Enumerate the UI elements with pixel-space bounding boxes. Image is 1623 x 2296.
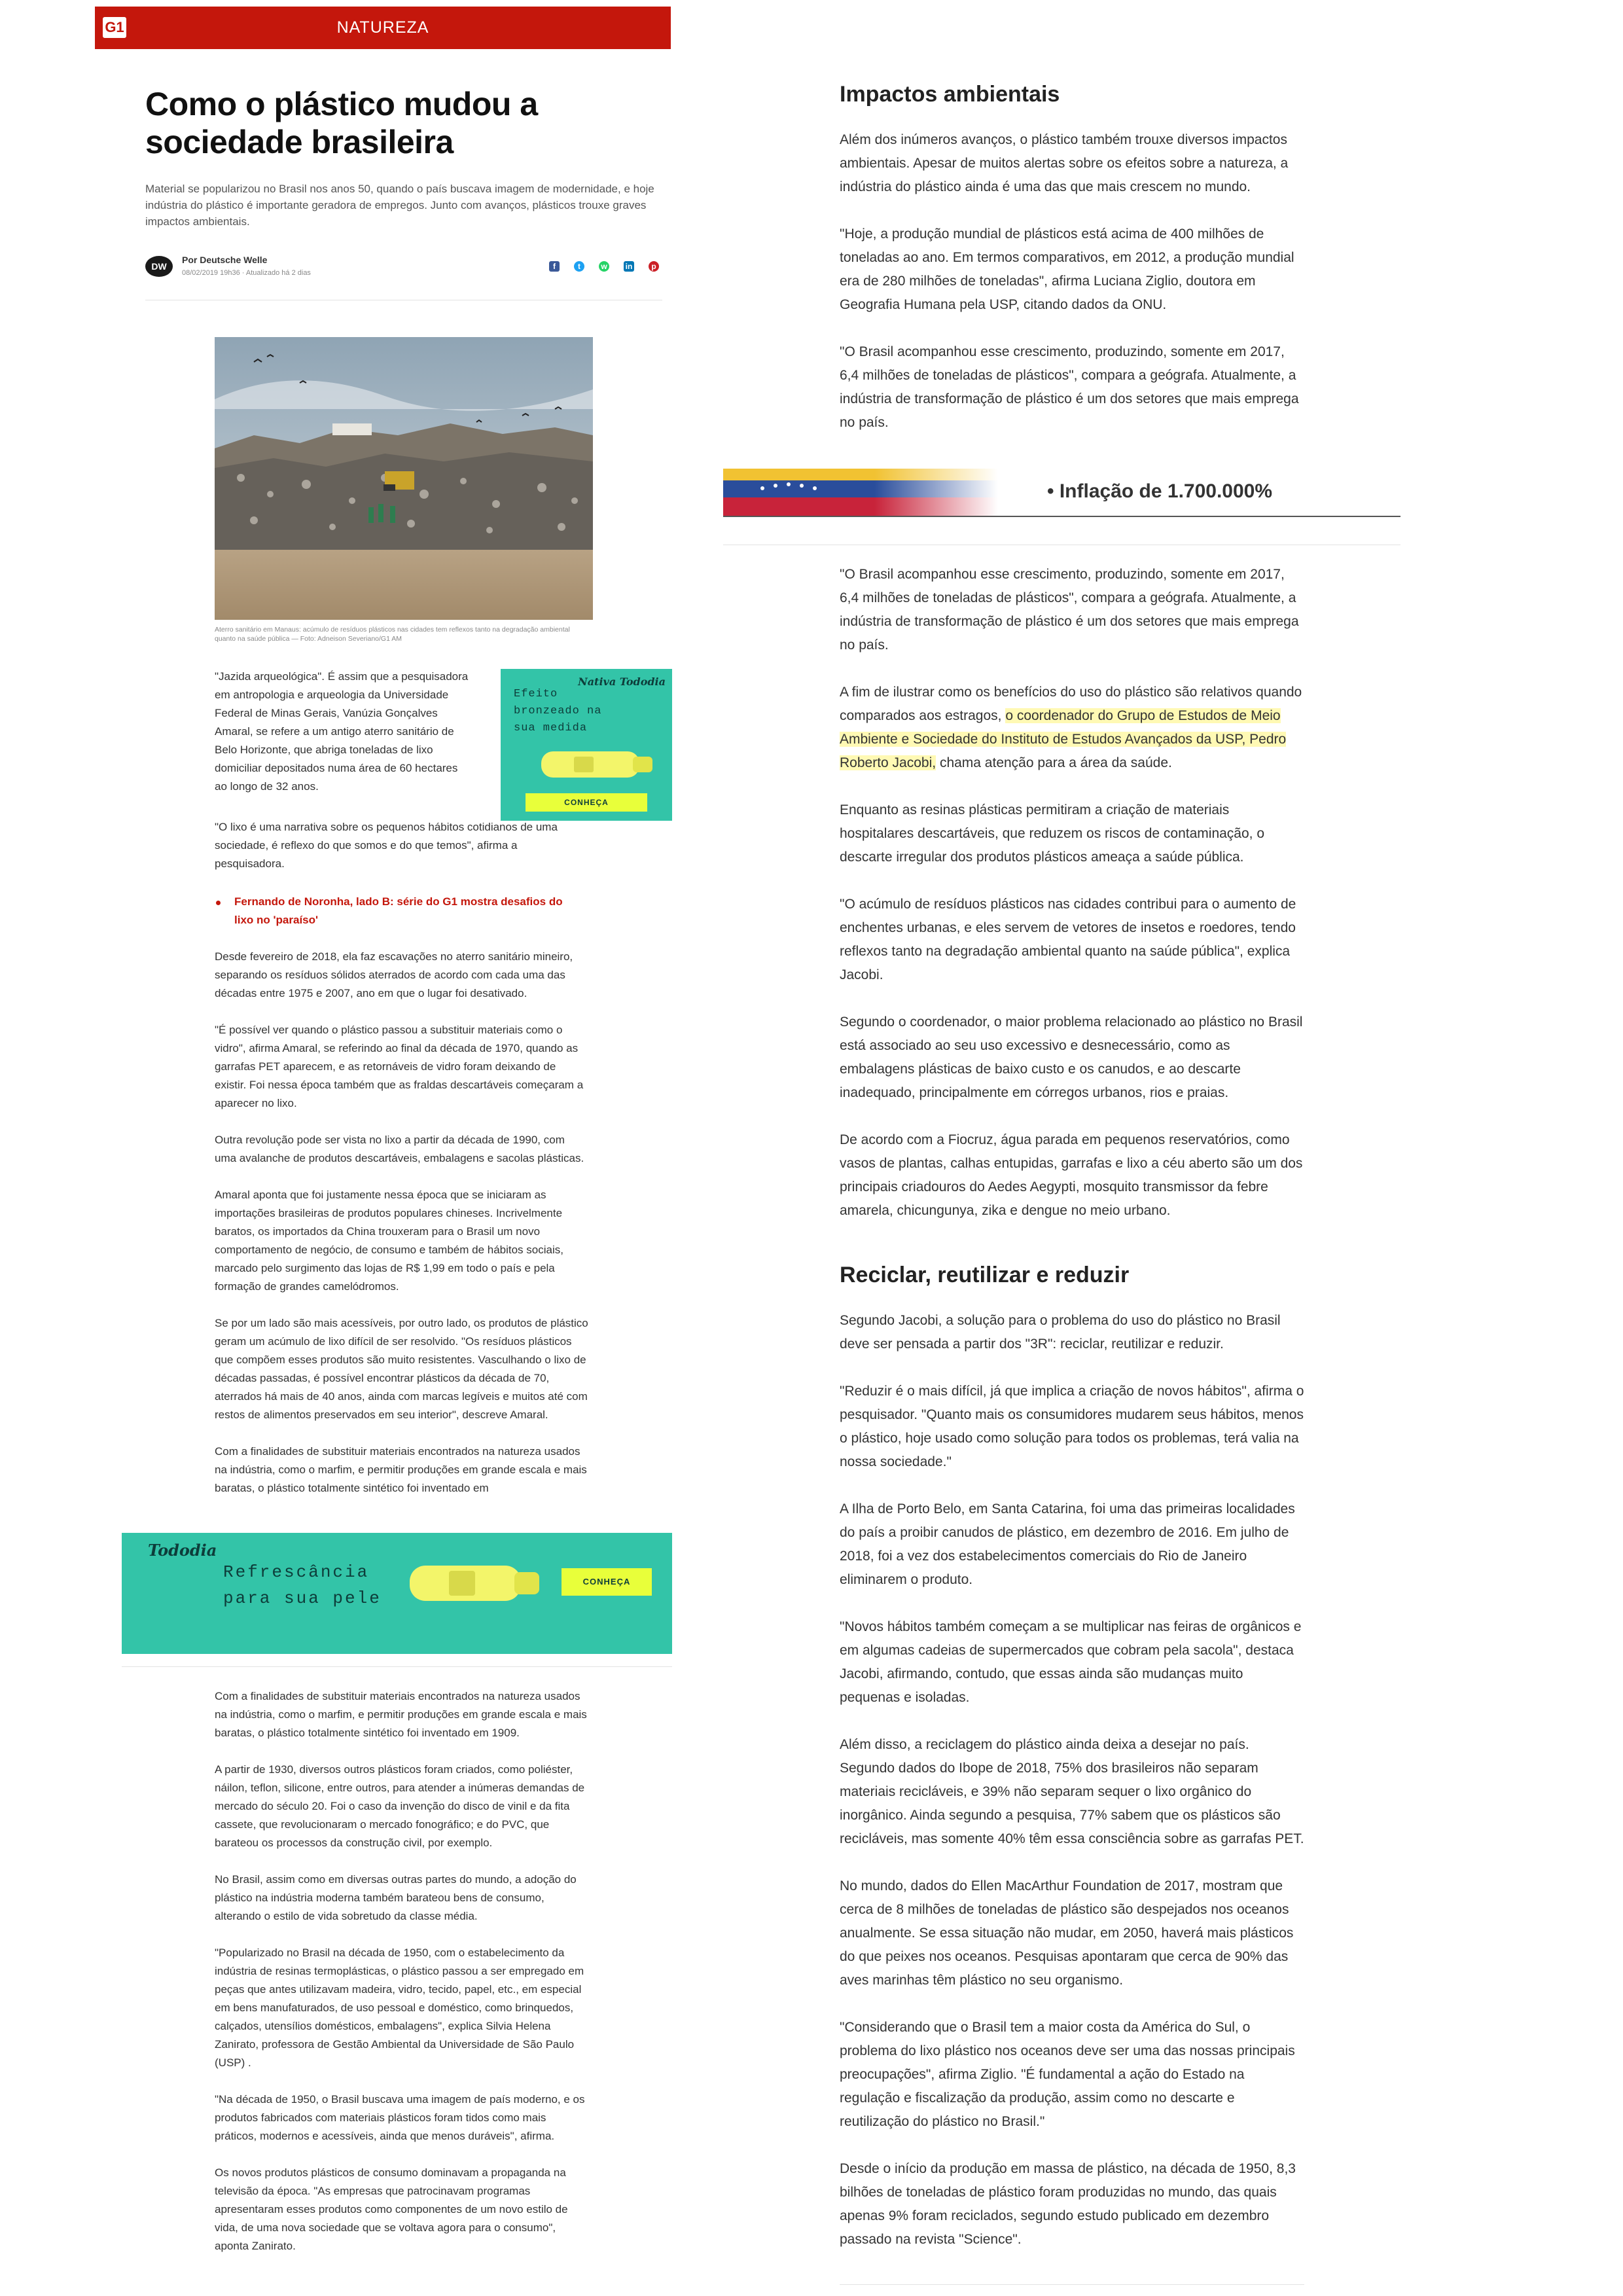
body-left-b	[215, 948, 589, 1516]
inflation-label: • Inflação de 1.700.000%	[1047, 480, 1273, 502]
body-left-c	[215, 1687, 589, 2274]
paragraph: "O Brasil acompanhou esse crescimento, produzindo, somente em 2017, 6,4 milhões de toneladas de plásticos", compara a geógrafa. Atualmente, a indústria de transformação de plástico é um dos setores que mais emprega no país.	[840, 567, 1299, 653]
paragraph: Enquanto as resinas plásticas permitiram a criação de materiais hospitalares descartáveis, que reduzem os riscos de contaminação, o descarte irregular dos produtos plásticos ameaça a saúde pública.	[840, 802, 1265, 865]
linkedin-icon[interactable]: in	[624, 261, 634, 272]
ad-banner-small[interactable]	[501, 669, 672, 821]
site-header	[95, 7, 671, 49]
paragraph: Com a finalidades de substituir materiais encontrados na natureza usados na indústria, como o marfim, e permitir produções em grande escala e mais baratas, o plástico totalmente sintético foi inventado em	[215, 1445, 587, 1494]
body-left-a	[215, 668, 470, 814]
paragraph: "Jazida arqueológica". É assim que a pesquisadora em antropologia e arqueologia da Universidade Federal de Minas Gerais, Vanúzia Gonçalves Amaral, se refere a um antigo aterro sanitário de Belo Horizonte, que abriga toneladas de lixo domiciliar depositados numa área de 60 hectares ao longo de 32 anos.	[215, 670, 469, 793]
paragraph: "Reduzir é o mais difícil, já que implica a criação de novos hábitos", afirma o pesquisador. "Quanto mais os consumidores mudarem seus hábitos, menos o plástico, hoje usado como solução para todos os problemas, terá valia na nossa sociedade."	[840, 1384, 1304, 1469]
section-heading-impactos: Impactos ambientais	[840, 82, 1060, 107]
venezuela-flag-image	[723, 469, 998, 517]
paragraph: A Ilha de Porto Belo, em Santa Catarina, foi uma das primeiras localidades do país a proibir canudos de plástico, em dezembro de 2016. Em julho de 2018, foi a vez dos estabelecimentos comerciais do Rio de Janeiro eliminarem o produto.	[840, 1501, 1295, 1587]
paragraph: No mundo, dados do Ellen MacArthur Foundation de 2017, mostram que cerca de 8 milhões de toneladas de plástico são despejados nos oceanos anualmente. Se essa situação não mudar, em 2050, haverá mais plásticos do que peixes nos oceanos. Pesquisas apontaram que cerca de 90% das aves marinhas têm plástico no seu organismo.	[840, 1878, 1294, 1988]
paragraph: "Hoje, a produção mundial de plásticos está acima de 400 milhões de toneladas ao ano. Em termos comparativos, em 2012, a produção mundial era de 280 milhões de toneladas", afirma Luciana Ziglio, doutora em Geografia Humana pela USP, citando dados da ONU.	[840, 226, 1294, 312]
paragraph-jacobi	[840, 681, 1304, 775]
paragraph: Segundo o coordenador, o maior problema relacionado ao plástico no Brasil está associado ao seu uso excessivo e desnecessário, como as embalagens plásticas de baixo custo e os canudos, e ao descarte inadequado, principalmente em córregos urbanos, rios e praias.	[840, 1014, 1303, 1100]
body-right-c	[840, 1309, 1304, 2275]
ad-cta-button[interactable]: CONHEÇA	[526, 793, 647, 812]
paragraph: Desde o início da produção em massa de plástico, na década de 1950, 8,3 bilhões de toneladas de plástico foram produzidas no mundo, das quais apenas 9% foram reciclados, segundo estudo publicado em dezembro passado na revista "Science".	[840, 2161, 1296, 2247]
paragraph: "Considerando que o Brasil tem a maior costa da América do Sul, o problema do lixo plástico nos oceanos deve ser uma das nossas principais preocupações", afirma Ziglio. "É fundamental a ação do Estado na regulação e fiscalização da produção, assim como no descarte e reutilização do plástico no Brasil."	[840, 2020, 1295, 2129]
paragraph: "Novos hábitos também começam a se multiplicar nas feiras de orgânicos e em algumas cadeias de supermercados que cobram pela sacola", destaca Jacobi, afirmando, contudo, que essas ainda são mudanças muito pequenas e isoladas.	[840, 1619, 1302, 1705]
paragraph: Os novos produtos plásticos de consumo dominavam a propaganda na televisão da época. "As empresas que patrocinavam programas apresentaram esses produtos como componentes de um novo estilo de vida, de uma nova sociedade que se voltava agora para o consumo", aponta Zanirato.	[215, 2166, 568, 2252]
body-left-a2	[215, 818, 589, 891]
paragraph: No Brasil, assim como em diversas outras partes do mundo, a adoção do plástico na indústria moderna também barateou bens de consumo, alterando o estilo de vida sobretudo da classe média.	[215, 1873, 577, 1922]
paragraph: "É possível ver quando o plástico passou a substituir materiais como o vidro", afirma Amaral, se referindo ao final da década de 1970, quando as garrafas PET aparecem, e as retornáveis de vidro foram deixando de existir. Foi nessa época também que as fraldas descartáveis começaram a aparecer no lixo.	[215, 1024, 584, 1109]
text-span: chama atenção para a área da saúde.	[939, 755, 1172, 770]
paragraph: Amaral aponta que foi justamente nessa época que se iniciaram as importações brasileiras de produtos populares chineses. Incrivelmente baratos, os importados da China trouxeram para o Brasil um novo comportamento de negócio, de consumo e também de hábitos sociais, marcado pelo surgimento das lojas de R$ 1,99 em todo o país e pela formação de grandes camelódromos.	[215, 1189, 563, 1293]
section-heading-reciclar: Reciclar, reutilizar e reduzir	[840, 1263, 1130, 1287]
article-title: Como o plástico mudou a sociedade brasileira	[145, 86, 538, 160]
paragraph: "O lixo é uma narrativa sobre os pequenos hábitos cotidianos de uma sociedade, é reflexo do que somos e do que temos", afirma a pesquisadora.	[215, 821, 558, 870]
ad-banner-wide[interactable]	[122, 1533, 672, 1654]
bullet-icon	[216, 901, 221, 905]
author: Por Deutsche Welle	[182, 255, 268, 265]
divider	[122, 1666, 672, 1667]
paragraph: Segundo Jacobi, a solução para o problema do uso do plástico no Brasil deve ser pensada a partir dos "3R": reciclar, reutilizar e reduzir.	[840, 1313, 1281, 1352]
product-bottle-icon	[403, 1554, 547, 1613]
dw-logo: DW	[145, 256, 173, 277]
product-bottle-icon	[528, 742, 659, 784]
ad-brand: Nativa Tododia	[578, 675, 666, 688]
text-span: A fim de ilustrar como os benefícios do uso do plástico são relativos quando comparados aos estragos,	[840, 685, 1302, 723]
ad-cta-button[interactable]: CONHEÇA	[562, 1568, 652, 1596]
inflation-text: Inflação de 1.700.000%	[1059, 480, 1273, 502]
pinterest-icon[interactable]: p	[649, 261, 659, 272]
paragraph: A partir de 1930, diversos outros plásticos foram criados, como poliéster, náilon, teflon, silicone, entre outros, para atender a inúmeras demandas de mercado do século 20. Foi o caso da invenção do disco de vinil e da fita cassete, que revolucionaram o mercado fonográfico; e do PVC, que barateou os processos da construção civil, por exemplo.	[215, 1763, 585, 1849]
highlighted-text: o coordenador do Grupo de Estudos de Meio Ambiente e Sociedade do Instituto de Estudos Avançados da USP, Pedro Roberto Jacobi,	[840, 708, 1287, 770]
inflation-banner[interactable]	[723, 469, 1400, 517]
body-right-a	[840, 128, 1304, 458]
landfill-photo	[215, 337, 593, 620]
related-link[interactable]: Fernando de Noronha, lado B: série do G1 mostra desafios do lixo no 'paraíso'	[234, 895, 563, 926]
whatsapp-icon[interactable]: w	[599, 261, 609, 272]
paragraph: Além dos inúmeros avanços, o plástico também trouxe diversos impactos ambientais. Apesar de muitos alertas sobre os efeitos sobre a natureza, a indústria do plástico ainda é uma das que mais crescem no mundo.	[840, 132, 1289, 194]
body-right-b	[840, 563, 1304, 1246]
paragraph: Outra revolução pode ser vista no lixo a partir da década de 1990, com uma avalanche de produtos descartáveis, embalagens e sacolas plásticas.	[215, 1134, 584, 1164]
ad-text: Efeito bronzeado na sua medida	[514, 688, 602, 734]
section-name[interactable]: NATUREZA	[336, 18, 429, 37]
ad-text: Refrescância para sua pele	[223, 1562, 382, 1608]
paragraph: De acordo com a Fiocruz, água parada em pequenos reservatórios, como vasos de plantas, calhas entupidas, garrafas e lixo a céu aberto são um dos principais criadouros do Aedes Aegypti, mosquito transmissor da febre amarela, chicungunya, zika e dengue no meio urbano.	[840, 1132, 1303, 1218]
landfill-illustration	[215, 337, 593, 620]
paragraph: Se por um lado são mais acessíveis, por outro lado, os produtos de plástico geram um acúmulo de lixo difícil de ser resolvido. "Os resíduos plásticos que compõem esses produtos são muito resistentes. Vasculhando o lixo de décadas passadas, é possível encontrar plásticos da década de 70, aterrados há mais de 40 anos, ainda com marcas legíveis e muitos até com restos de alimentos preservados em seu interior", descreve Amaral.	[215, 1317, 588, 1421]
article-subtitle: Material se popularizou no Brasil nos anos 50, quando o país buscava imagem de modernidade, e hoje indústria do plástico é importante geradora de empregos. Junto com avanços, plásticos trouxe graves impactos ambientais.	[145, 183, 654, 228]
facebook-icon[interactable]: f	[549, 261, 560, 272]
paragraph: Desde fevereiro de 2018, ela faz escavações no aterro sanitário mineiro, separando os resíduos sólidos aterrados de acordo com cada uma das décadas entre 1975 e 2007, ano em que o lugar foi desativado.	[215, 950, 573, 999]
share-bar	[549, 261, 659, 272]
related-link-item[interactable]	[216, 893, 582, 929]
paragraph: "O acúmulo de resíduos plásticos nas cidades contribui para o aumento de enchentes urbanas, e eles servem de vetores de insetos e roedores, tendo reflexos tanto na degradação ambiental quanto na saúde pública", explica Jacobi.	[840, 897, 1296, 982]
g1-logo[interactable]: G1	[103, 17, 126, 38]
twitter-icon[interactable]: t	[574, 261, 584, 272]
paragraph: Além disso, a reciclagem do plástico ainda deixa a desejar no país. Segundo dados do Ibope de 2018, 75% dos brasileiros não separam materiais recicláveis, e 39% não separam sequer o lixo orgânico do inorgânico. Ainda segundo a pesquisa, 77% sabem que os plásticos são recicláveis, mas somente 40% têm essa consciência sobre as garrafas PET.	[840, 1737, 1304, 1846]
divider	[840, 2284, 1304, 2285]
ad-brand: Tododia	[148, 1541, 217, 1560]
paragraph: "Na década de 1950, o Brasil buscava uma imagem de país moderno, e os produtos fabricados com materiais plásticos foram tidos como mais práticos, modernos e acessíveis, ainda que menos duráveis", afirma.	[215, 2093, 585, 2142]
article-header	[145, 85, 662, 286]
paragraph: "Popularizado no Brasil na década de 1950, com o estabelecimento da indústria de resinas termoplásticas, o plástico passou a ser empregado em peças que antes utilizavam madeira, vidro, tecido, papel, etc., em especial em bens manufaturados, de uso pessoal e doméstico, como brinquedos, calçados, utensílios domésticos, embalagens", explica Silvia Helena Zanirato, professora de Gestão Ambiental da Universidade de São Paulo (USP) .	[215, 1946, 584, 2069]
paragraph: Com a finalidades de substituir materiais encontrados na natureza usados na indústria, como o marfim, e permitir produções em grande escala e mais baratas, o plástico totalmente sintético foi inventado em 1909.	[215, 1690, 587, 1739]
publish-date: 08/02/2019 19h36 · Atualizado há 2 dias	[182, 269, 311, 277]
byline	[145, 253, 662, 286]
photo-caption: Aterro sanitário em Manaus: acúmulo de resíduos plásticos nas cidades tem reflexos tanto na degradação ambiental quanto na saúde pública — Foto: Adneison Severiano/G1 AM	[215, 626, 570, 643]
paragraph: "O Brasil acompanhou esse crescimento, produzindo, somente em 2017, 6,4 milhões de toneladas de plásticos", compara a geógrafa. Atualmente, a indústria de transformação de plástico é um dos setores que mais emprega no país.	[840, 344, 1299, 430]
